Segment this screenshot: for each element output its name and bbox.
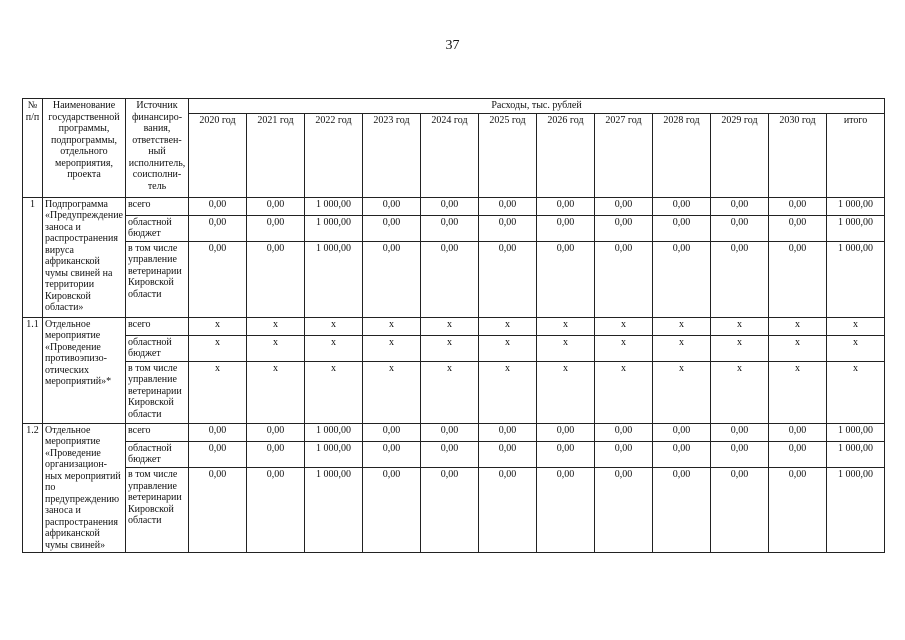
header-year: 2023 год <box>363 113 421 197</box>
expense-value: 0,00 <box>189 241 247 317</box>
expense-value: 0,00 <box>363 441 421 467</box>
row-number: 1.1 <box>23 317 43 423</box>
expense-value: 0,00 <box>769 423 827 441</box>
expense-value: 0,00 <box>247 423 305 441</box>
expense-value: 0,00 <box>363 468 421 553</box>
header-name: Наименование государственной программы, подпрограммы, отдельного мероприятия, проекта <box>43 99 126 198</box>
expense-value: x <box>711 361 769 423</box>
expense-value: 1 000,00 <box>305 215 363 241</box>
header-year: 2027 год <box>595 113 653 197</box>
table-row <box>23 317 885 335</box>
expense-value: x <box>769 361 827 423</box>
table-row <box>23 361 885 423</box>
expense-value: 0,00 <box>189 197 247 215</box>
expense-value: x <box>363 335 421 361</box>
expense-value: 0,00 <box>769 441 827 467</box>
expense-value: 0,00 <box>479 241 537 317</box>
expense-value: 1 000,00 <box>827 241 885 317</box>
expense-value: 0,00 <box>537 197 595 215</box>
table-row <box>23 215 885 241</box>
expense-value: x <box>827 361 885 423</box>
expense-value: 0,00 <box>479 468 537 553</box>
expense-value: 0,00 <box>537 423 595 441</box>
expense-value: x <box>653 335 711 361</box>
funding-source: областной бюджет <box>126 441 189 467</box>
expense-value: x <box>537 361 595 423</box>
expense-value: 0,00 <box>363 197 421 215</box>
expense-value: 0,00 <box>595 441 653 467</box>
header-year: итого <box>827 113 885 197</box>
page-number: 37 <box>445 38 460 53</box>
expense-value: 0,00 <box>653 441 711 467</box>
expense-value: 0,00 <box>421 215 479 241</box>
expense-value: x <box>247 317 305 335</box>
expense-value: x <box>363 317 421 335</box>
funding-source: областной бюджет <box>126 335 189 361</box>
expense-value: x <box>189 335 247 361</box>
expense-value: 0,00 <box>711 215 769 241</box>
expense-value: x <box>595 335 653 361</box>
expense-value: 0,00 <box>363 241 421 317</box>
expense-value: x <box>479 317 537 335</box>
header-year: 2024 год <box>421 113 479 197</box>
header-year: 2025 год <box>479 113 537 197</box>
budget-table <box>22 98 885 553</box>
expense-value: 0,00 <box>653 215 711 241</box>
expense-value: x <box>711 317 769 335</box>
header-year: 2026 год <box>537 113 595 197</box>
expense-value: x <box>247 335 305 361</box>
expense-value: 0,00 <box>421 441 479 467</box>
expense-value: 0,00 <box>189 468 247 553</box>
row-number: 1 <box>23 197 43 317</box>
expense-value: x <box>305 335 363 361</box>
expense-value: 0,00 <box>653 468 711 553</box>
expense-value: 1 000,00 <box>827 197 885 215</box>
expense-value: x <box>711 335 769 361</box>
expense-value: x <box>537 335 595 361</box>
expense-value: 0,00 <box>769 468 827 553</box>
expense-value: 0,00 <box>537 241 595 317</box>
expense-value: 0,00 <box>479 441 537 467</box>
expense-value: 1 000,00 <box>827 423 885 441</box>
table-row <box>23 423 885 441</box>
expense-value: 0,00 <box>595 241 653 317</box>
expense-value: x <box>363 361 421 423</box>
expense-value: 0,00 <box>247 441 305 467</box>
expense-value: 0,00 <box>421 423 479 441</box>
expense-value: 0,00 <box>479 215 537 241</box>
expense-value: 1 000,00 <box>305 441 363 467</box>
table-row <box>23 468 885 553</box>
expense-value: 0,00 <box>247 197 305 215</box>
funding-source: всего <box>126 197 189 215</box>
funding-source: в том числе управление ветеринарии Кировской области <box>126 361 189 423</box>
header-year: 2021 год <box>247 113 305 197</box>
header-year: 2028 год <box>653 113 711 197</box>
expense-value: 0,00 <box>595 197 653 215</box>
header-source: Источник финансиро-вания, ответствен-ный исполнитель, соисполни-тель <box>126 99 189 198</box>
expense-value: x <box>653 317 711 335</box>
table-row <box>23 241 885 317</box>
expense-value: x <box>305 317 363 335</box>
expense-value: 0,00 <box>421 197 479 215</box>
expense-value: 0,00 <box>711 468 769 553</box>
table-row <box>23 441 885 467</box>
expense-value: x <box>421 317 479 335</box>
expense-value: 0,00 <box>711 441 769 467</box>
expense-value: 0,00 <box>653 423 711 441</box>
expense-value: 0,00 <box>537 441 595 467</box>
expense-value: 0,00 <box>595 423 653 441</box>
expense-value: 0,00 <box>421 468 479 553</box>
header-expenses: Расходы, тыс. рублей <box>189 99 885 114</box>
expense-value: x <box>421 361 479 423</box>
expense-value: 0,00 <box>479 423 537 441</box>
funding-source: всего <box>126 423 189 441</box>
funding-source: всего <box>126 317 189 335</box>
expense-value: 1 000,00 <box>827 215 885 241</box>
expense-value: x <box>653 361 711 423</box>
expense-value: 0,00 <box>595 468 653 553</box>
expense-value: x <box>827 317 885 335</box>
expense-value: x <box>189 361 247 423</box>
expense-value: 0,00 <box>537 215 595 241</box>
expense-value: 0,00 <box>247 215 305 241</box>
expense-value: 0,00 <box>363 215 421 241</box>
table-row <box>23 335 885 361</box>
expense-value: 0,00 <box>769 241 827 317</box>
expense-value: x <box>827 335 885 361</box>
expense-value: 0,00 <box>769 197 827 215</box>
expense-value: x <box>537 317 595 335</box>
expense-value: 0,00 <box>595 215 653 241</box>
program-name: Отдельное мероприятие «Проведение организацион-ных мероприятий по предупреждению заноса и распространения африканской чумы свиней» <box>43 423 126 553</box>
header-year: 2029 год <box>711 113 769 197</box>
expense-value: x <box>421 335 479 361</box>
row-number: 1.2 <box>23 423 43 553</box>
expense-value: 0,00 <box>537 468 595 553</box>
expense-value: 0,00 <box>711 241 769 317</box>
expense-value: 1 000,00 <box>305 423 363 441</box>
expense-value: 0,00 <box>363 423 421 441</box>
expense-value: 0,00 <box>189 215 247 241</box>
expense-value: 0,00 <box>769 215 827 241</box>
header-year: 2020 год <box>189 113 247 197</box>
expense-value: 1 000,00 <box>827 441 885 467</box>
expense-value: 1 000,00 <box>305 241 363 317</box>
expense-value: x <box>189 317 247 335</box>
expense-value: 0,00 <box>247 241 305 317</box>
expense-value: 1 000,00 <box>305 197 363 215</box>
header-year: 2030 год <box>769 113 827 197</box>
expense-value: 0,00 <box>189 423 247 441</box>
funding-source: областной бюджет <box>126 215 189 241</box>
expense-value: x <box>305 361 363 423</box>
expense-value: 1 000,00 <box>305 468 363 553</box>
expense-value: x <box>595 361 653 423</box>
program-name: Подпрограмма «Предупреждение заноса и распространения вируса африканской чумы свиней на территории Кировской области» <box>43 197 126 317</box>
expense-value: x <box>595 317 653 335</box>
expense-value: 0,00 <box>421 241 479 317</box>
expense-value: 0,00 <box>247 468 305 553</box>
expense-value: 0,00 <box>189 441 247 467</box>
program-name: Отдельное мероприятие «Проведение противоэпизо-отических мероприятий»* <box>43 317 126 423</box>
funding-source: в том числе управление ветеринарии Кировской области <box>126 468 189 553</box>
expense-value: x <box>247 361 305 423</box>
header-year: 2022 год <box>305 113 363 197</box>
funding-source: в том числе управление ветеринарии Кировской области <box>126 241 189 317</box>
expense-value: 1 000,00 <box>827 468 885 553</box>
expense-value: 0,00 <box>653 197 711 215</box>
table-row <box>23 197 885 215</box>
expense-value: 0,00 <box>479 197 537 215</box>
expense-value: 0,00 <box>711 197 769 215</box>
expense-value: x <box>479 335 537 361</box>
expense-value: x <box>769 335 827 361</box>
expense-value: x <box>769 317 827 335</box>
expense-value: 0,00 <box>653 241 711 317</box>
header-num: № п/п <box>23 99 43 198</box>
expense-value: x <box>479 361 537 423</box>
expense-value: 0,00 <box>711 423 769 441</box>
